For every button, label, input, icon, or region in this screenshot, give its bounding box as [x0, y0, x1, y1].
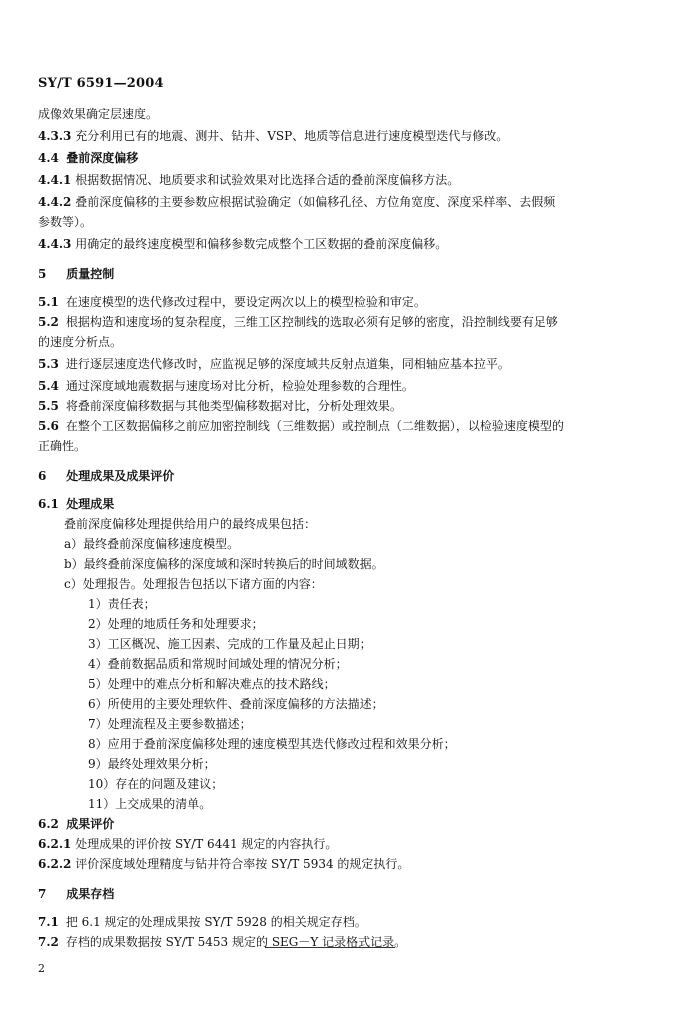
clause-number: 6.1	[38, 497, 59, 511]
section-number: 7	[38, 887, 47, 901]
clause-number: 4.4.2	[38, 195, 72, 209]
clause-text: 评价深度域处理精度与钻井符合率按 SY/T 5934 的规定执行。	[75, 857, 410, 871]
clause-number: 5.2	[38, 315, 59, 329]
clause-text: 用确定的最终速度模型和偏移参数完成整个工区数据的叠前深度偏移。	[75, 237, 448, 251]
clause-6-1-intro: 叠前深度偏移处理提供给用户的最终成果包括：	[64, 517, 317, 531]
clause-4-3-3	[38, 126, 656, 146]
clause-number: 4.3.3	[38, 129, 72, 143]
clause-number: 5.6	[38, 419, 59, 433]
clause-number: 4.4	[38, 151, 59, 165]
clause-6-2-1	[38, 834, 656, 854]
sub-list-item-8: 8）应用于叠前深度偏移处理的速度模型其迭代修改过程和效果分析；	[88, 737, 456, 751]
clause-4-4-3	[38, 234, 656, 254]
clause-number: 5.3	[38, 357, 59, 371]
clause-6-2-heading	[38, 814, 656, 834]
clause-5-6	[38, 416, 656, 436]
clause-text: 将叠前深度偏移数据与其他类型偏移数据对比，分析处理效果。	[65, 399, 402, 413]
sub-list-item-2: 2）处理的地质任务和处理要求；	[88, 617, 264, 631]
clause-number: 4.4.3	[38, 237, 72, 251]
section-7-heading	[38, 884, 656, 904]
clause-number: 6.2.2	[38, 857, 72, 871]
clause-heading-text: 成果评价	[66, 817, 115, 831]
clause-number: 4.4.1	[38, 173, 72, 187]
section-number: 5	[38, 267, 47, 281]
sub-list-item-3: 3）工区概况、施工因素、完成的工作量及起止日期；	[88, 637, 372, 651]
clause-5-5	[38, 396, 656, 416]
sub-list-item-4: 4）叠前数据品质和常规时间域处理的情况分析；	[88, 657, 348, 671]
sub-list-item-7: 7）处理流程及主要参数描述；	[88, 717, 252, 731]
clause-heading-text: 叠前深度偏移	[66, 151, 139, 165]
end-rule	[265, 947, 395, 948]
clause-5-4	[38, 376, 656, 396]
clause-heading-text: 处理成果	[66, 497, 115, 511]
clause-text: 根据构造和速度场的复杂程度，三维工区控制线的选取必须有足够的密度，沿控制线要有足够	[65, 315, 558, 329]
section-title: 处理成果及成果评价	[66, 469, 175, 483]
clause-5-1	[38, 292, 656, 312]
document-header: SY/T 6591—2004	[38, 76, 164, 91]
clause-4-4-1	[38, 170, 656, 190]
clause-text: 通过深度域地震数据与速度场对比分析，检验处理参数的合理性。	[65, 379, 414, 393]
clause-5-2	[38, 312, 656, 332]
clause-number: 6.2	[38, 817, 59, 831]
sub-list-item-5: 5）处理中的难点分析和解决难点的技术路线；	[88, 677, 336, 691]
clause-number: 6.2.1	[38, 837, 72, 851]
clause-4-4-2-continuation: 参数等）。	[38, 215, 93, 229]
clause-number: 5.5	[38, 399, 59, 413]
section-number: 6	[38, 469, 47, 483]
sub-list-item-9: 9）最终处理效果分析；	[88, 757, 216, 771]
clause-text: 根据数据情况、地质要求和试验效果对比选择合适的叠前深度偏移方法。	[75, 173, 460, 187]
clause-6-2-2	[38, 854, 656, 874]
list-item-b: b）最终叠前深度偏移的深度域和深时转换后的时间域数据。	[64, 557, 384, 571]
clause-4-4-2	[38, 192, 656, 212]
clause-5-2-continuation: 的速度分析点。	[38, 335, 123, 349]
clause-5-6-continuation: 正确性。	[38, 439, 87, 453]
sub-list-item-11: 11）上交成果的清单。	[88, 797, 212, 811]
clause-number: 5.1	[38, 295, 59, 309]
clause-6-1-heading	[38, 494, 656, 514]
clause-text: 充分利用已有的地震、测井、钻井、VSP、地质等信息进行速度模型迭代与修改。	[75, 129, 509, 143]
list-item-a: a）最终叠前深度偏移速度模型。	[64, 537, 240, 551]
section-6-heading	[38, 466, 656, 486]
section-title: 成果存档	[66, 887, 115, 901]
clause-7-2	[38, 932, 656, 952]
clause-text: 存档的成果数据按 SY/T 5453 规定的 SEG－Y 记录格式记录。	[65, 935, 407, 949]
sub-list-item-10: 10）存在的问题及建议；	[88, 777, 224, 791]
clause-text: 进行逐层速度迭代修改时，应监视足够的深度域共反射点道集，同相轴应基本拉平。	[65, 357, 510, 371]
page-number: 2	[38, 962, 45, 975]
clause-number: 7.2	[38, 935, 59, 949]
clause-5-3	[38, 354, 656, 374]
clause-number: 7.1	[38, 915, 59, 929]
clause-text: 在速度模型的迭代修改过程中，要设定两次以上的模型检验和审定。	[65, 295, 426, 309]
clause-text: 叠前深度偏移的主要参数应根据试验确定（如偏移孔径、方位角宽度、深度采样率、去假频	[75, 195, 556, 209]
sub-list-item-6: 6）所使用的主要处理软件、叠前深度偏移的方法描述；	[88, 697, 384, 711]
clause-7-1	[38, 912, 656, 932]
clause-text: 处理成果的评价按 SY/T 6441 规定的内容执行。	[75, 837, 338, 851]
list-item-c: c）处理报告。处理报告包括以下诸方面的内容：	[64, 577, 323, 591]
clause-number: 5.4	[38, 379, 59, 393]
clause-text: 在整个工区数据偏移之前应加密控制线（三维数据）或控制点（二维数据），以检验速度模型的	[65, 419, 564, 433]
section-5-heading	[38, 264, 656, 284]
paragraph-continuation: 成像效果确定层速度。	[38, 107, 159, 121]
clause-text: 把 6.1 规定的处理成果按 SY/T 5928 的相关规定存档。	[65, 915, 367, 929]
sub-list-item-1: 1）责任表；	[88, 597, 156, 611]
section-title: 质量控制	[66, 267, 115, 281]
clause-4-4-heading	[38, 148, 656, 168]
